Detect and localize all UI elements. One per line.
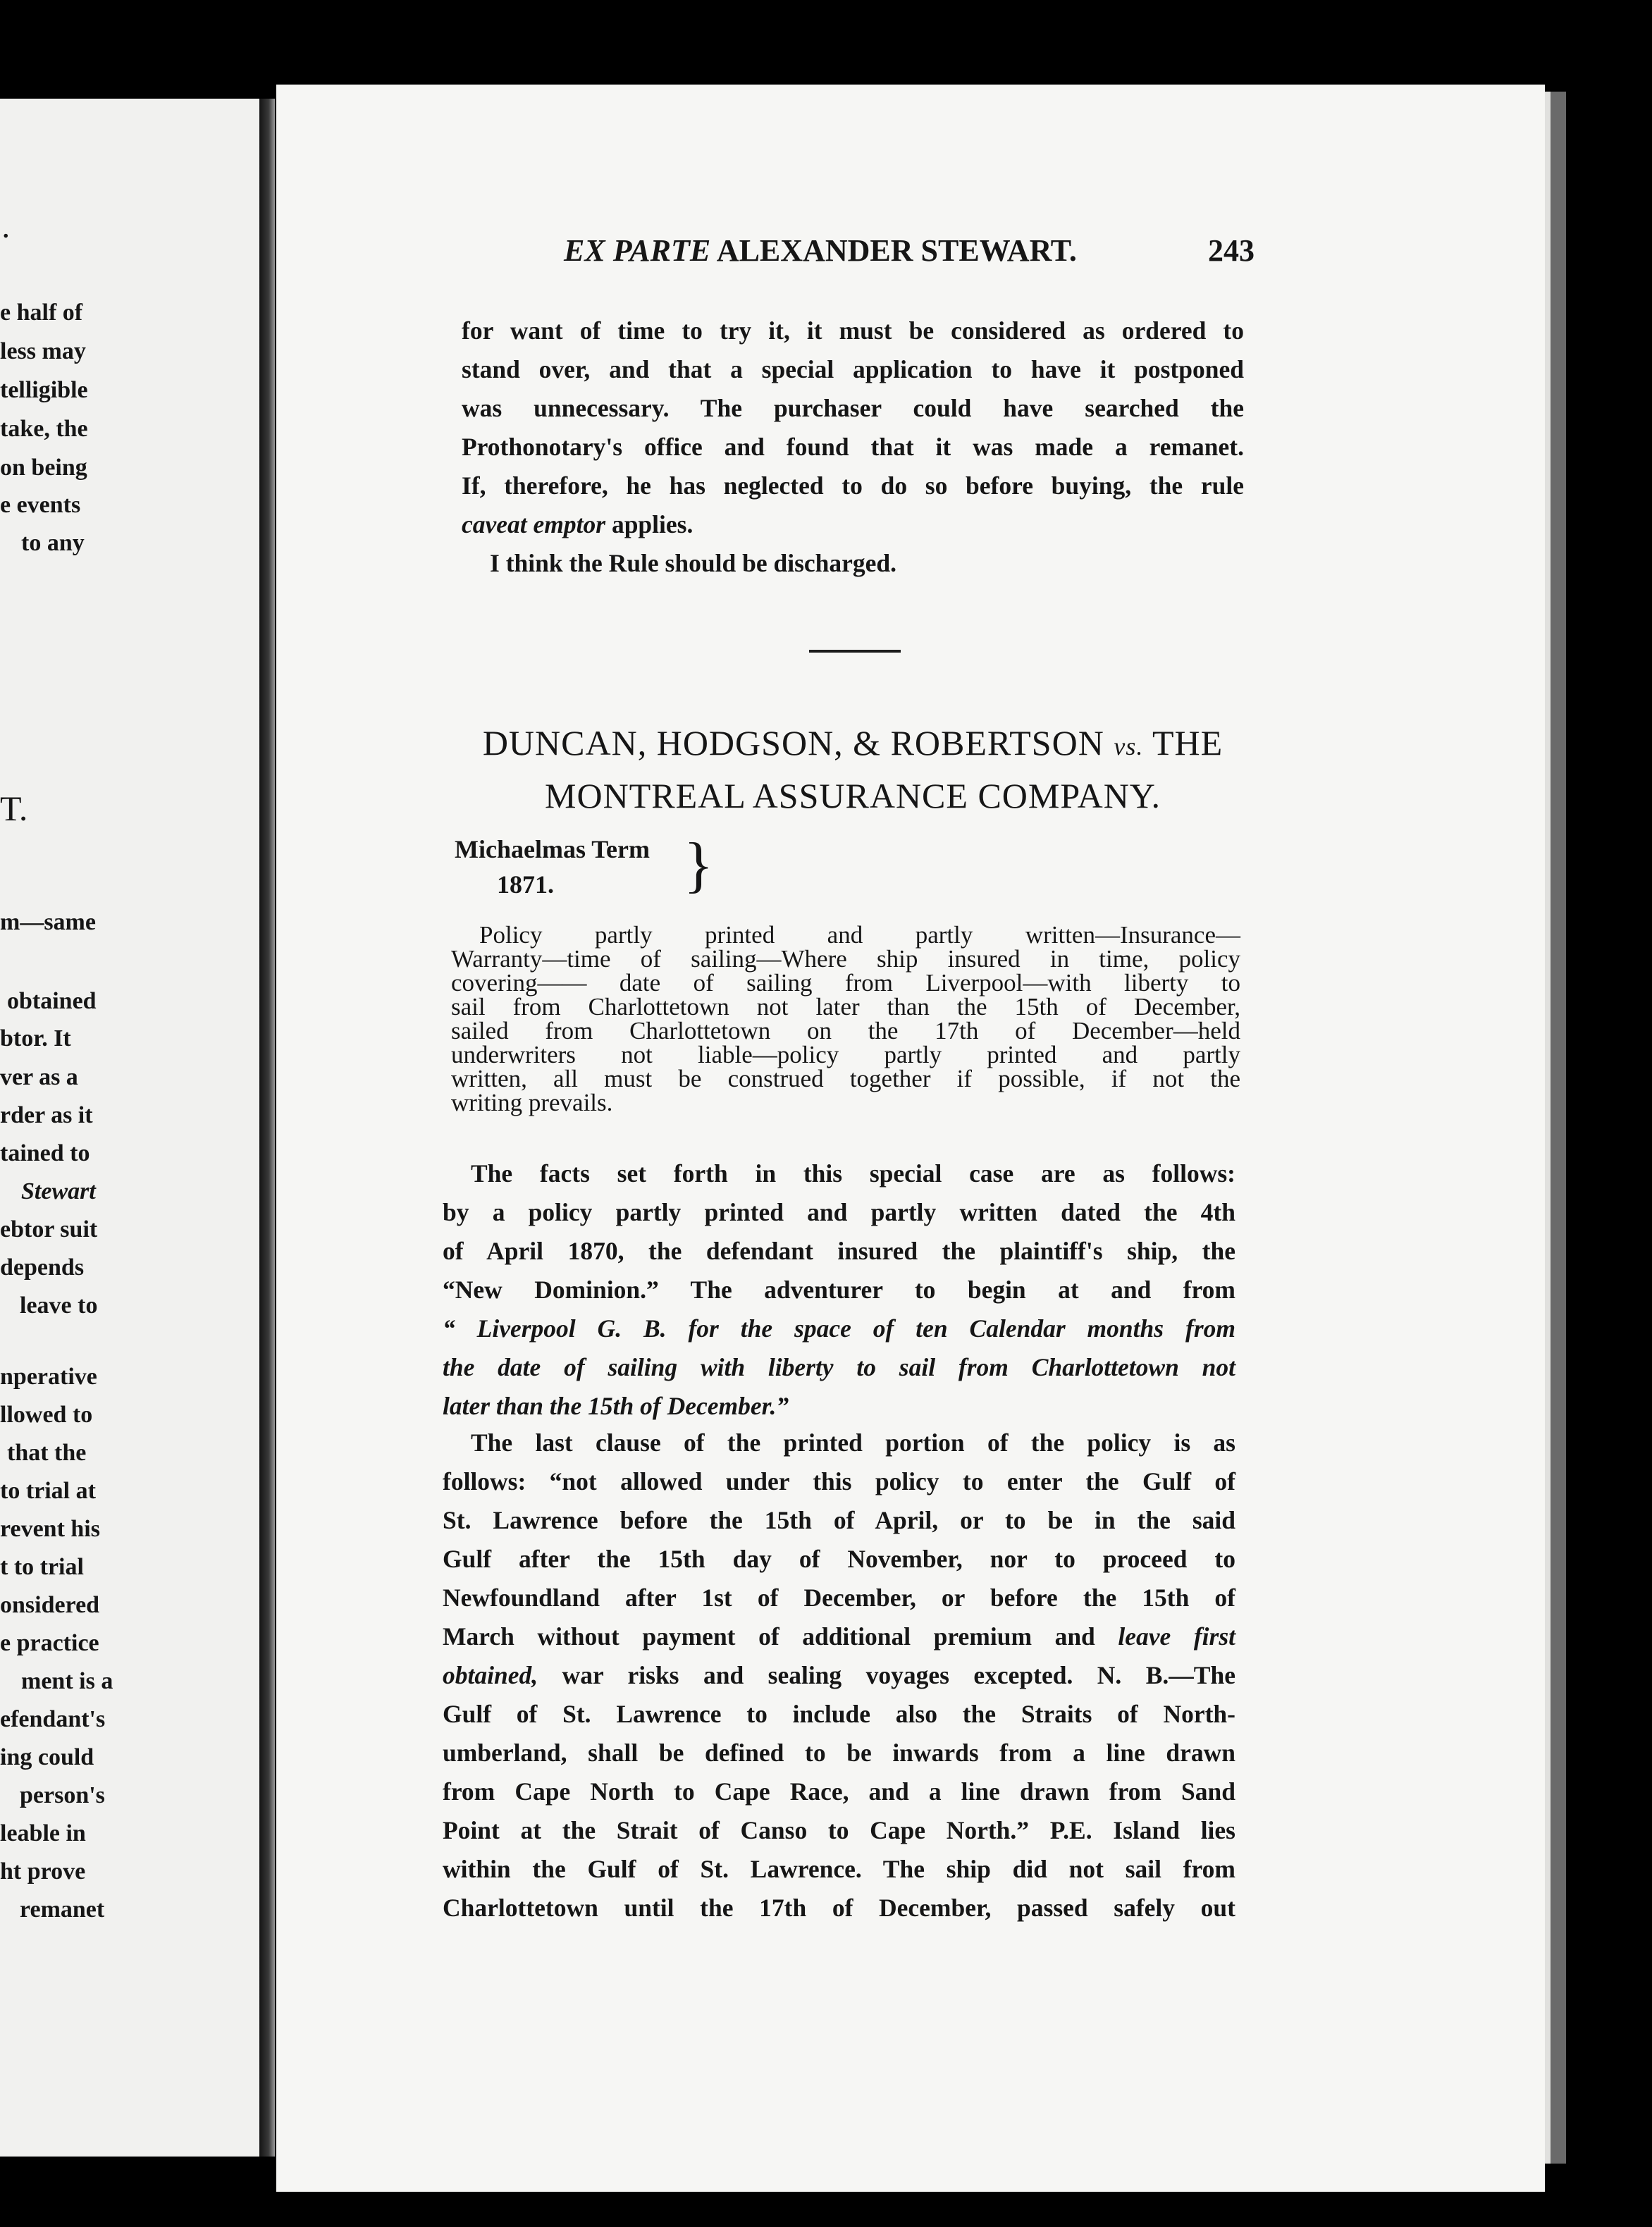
headnote-line: sailed from Charlottetown on the 17th of December—held	[451, 1017, 1240, 1044]
left-fragment: depends	[0, 1254, 85, 1281]
case-title-line2: MONTREAL ASSURANCE COMPANY.	[545, 776, 1161, 815]
left-fragment: to any	[21, 530, 85, 556]
left-fragment: obtained	[7, 988, 97, 1014]
headnote-line: sail from Charlottetown not later than the 15th of December,	[451, 993, 1240, 1020]
text-line: by a policy partly printed and partly written dated the 4th	[443, 1198, 1235, 1226]
left-fragment: onsidered	[0, 1592, 100, 1618]
left-fragment: leable in	[0, 1820, 86, 1846]
text-fragment: war risks and sealing voyages excepted. N. B.—The	[538, 1661, 1235, 1689]
text-line: Newfoundland after 1st of December, or before the 15th of	[443, 1584, 1235, 1612]
closing-line: I think the Rule should be discharged.	[490, 549, 897, 577]
left-fragment: ing could	[0, 1744, 94, 1770]
case-title-vs: vs.	[1114, 732, 1144, 760]
left-fragment: ment is a	[21, 1668, 113, 1694]
left-fragment: Stewart	[21, 1178, 96, 1204]
left-fragment: remanet	[20, 1896, 105, 1923]
text-line: stand over, and that a special application to have it postponed	[462, 355, 1244, 383]
text-line: umberland, shall be defined to be inwards from a line drawn	[443, 1739, 1235, 1767]
text-line: Gulf after the 15th day of November, nor to proceed to	[443, 1545, 1235, 1573]
text-line: Gulf of St. Lawrence to include also the Straits of North-	[443, 1700, 1235, 1728]
running-head-case-italic: EX PARTE	[564, 233, 711, 268]
case-title-line1	[451, 722, 1255, 763]
page-edge-shadow	[1551, 92, 1566, 2164]
text-fragment: applies.	[605, 510, 694, 538]
left-fragment: take, the	[0, 416, 88, 442]
text-line: Charlottetown until the 17th of December, passed safely out	[443, 1894, 1235, 1922]
text-line: within the Gulf of St. Lawrence. The ship did not sail from	[443, 1855, 1235, 1883]
quote-line: “ Liverpool G. B. for the space of ten Calendar months from	[443, 1314, 1235, 1343]
left-fragment: e practice	[0, 1630, 99, 1656]
text-line: from Cape North to Cape Race, and a line drawn from Sand	[443, 1777, 1235, 1806]
left-fragment: telligible	[0, 377, 88, 403]
left-fragment: e half of	[0, 300, 83, 326]
text-line: St. Lawrence before the 15th of April, or to be in the said	[443, 1506, 1235, 1534]
case-title-the: THE	[1152, 723, 1223, 763]
running-head-case-title: ALEXANDER STEWART.	[710, 233, 1077, 268]
left-fragment: btor. It	[0, 1025, 71, 1051]
headnote-line: underwriters not liable—policy partly printed and partly	[451, 1041, 1240, 1068]
term-block	[455, 831, 714, 902]
italic-phrase: obtained,	[443, 1661, 538, 1689]
left-fragment: less may	[0, 338, 86, 364]
left-fragment: t to trial	[0, 1554, 84, 1580]
text-line: Prothonotary's office and found that it was made a remanet.	[462, 433, 1244, 461]
left-fragment: tained to	[0, 1140, 90, 1166]
term-year: 1871.	[497, 870, 554, 899]
headnote-line: covering—— date of sailing from Liverpool—with liberty to	[451, 969, 1240, 997]
left-fragment: ebtor suit	[0, 1216, 98, 1242]
text-line: of April 1870, the defendant insured the plaintiff's ship, the	[443, 1237, 1235, 1265]
quote-line: later than the 15th of December.”	[443, 1392, 789, 1420]
left-fragment: T.	[0, 789, 28, 828]
text-fragment: March without payment of additional premium and	[443, 1622, 1118, 1651]
text-line	[443, 1656, 1235, 1695]
italic-phrase: caveat emptor	[462, 510, 606, 538]
text-line: follows: “not allowed under this policy to enter the Gulf of	[443, 1467, 1235, 1495]
left-fragment: on being	[0, 455, 87, 481]
left-fragment: that the	[7, 1440, 87, 1466]
section-divider	[809, 650, 901, 653]
left-fragment: ver as a	[0, 1064, 78, 1090]
text-line	[462, 505, 1244, 544]
text-line: The last clause of the printed portion of the policy is as	[471, 1429, 1235, 1457]
headnote-line: written, all must be construed together if possible, if not the	[451, 1065, 1240, 1092]
text-line: Point at the Strait of Canso to Cape North.” P.E. Island lies	[443, 1816, 1235, 1844]
text-line: If, therefore, he has neglected to do so before buying, the rule	[462, 471, 1244, 500]
left-facing-page	[0, 99, 259, 2157]
left-fragment: nperative	[0, 1364, 97, 1390]
term-name: Michaelmas Term	[455, 835, 650, 863]
opening-paragraph	[462, 311, 1244, 583]
text-line: The facts set forth in this special case are as follows:	[471, 1159, 1235, 1187]
left-fragment: llowed to	[0, 1402, 93, 1428]
brace-icon: }	[684, 831, 714, 899]
text-line: “New Dominion.” The adventurer to begin at and from	[443, 1276, 1235, 1304]
left-fragment: revent his	[0, 1516, 100, 1542]
text-line: was unnecessary. The purchaser could have searched the	[462, 394, 1244, 422]
headnote-line: Policy partly printed and partly written—Insurance—	[479, 921, 1240, 949]
running-head	[564, 233, 1255, 269]
case-title-parties: DUNCAN, HODGSON, & ROBERTSON	[482, 723, 1104, 763]
left-fragment: ht prove	[0, 1858, 86, 1884]
left-fragment: e events	[0, 492, 81, 518]
left-fragment: .	[3, 217, 9, 243]
left-fragment: m—same	[0, 909, 96, 935]
headnote-line: writing prevails.	[451, 1089, 613, 1116]
text-line	[443, 1617, 1235, 1656]
left-fragment: rder as it	[0, 1102, 93, 1128]
left-fragment: efendant's	[0, 1706, 106, 1732]
left-fragment: to trial at	[0, 1478, 96, 1504]
headnote-line: Warranty—time of sailing—Where ship insured in time, policy	[451, 945, 1240, 973]
facts-paragraph	[443, 1154, 1235, 1426]
left-fragment: person's	[20, 1782, 105, 1808]
page-number: 243	[1208, 233, 1255, 268]
book-gutter	[259, 99, 275, 2157]
left-fragment: leave to	[20, 1293, 98, 1319]
italic-phrase: leave first	[1118, 1622, 1235, 1651]
clause-paragraph	[443, 1424, 1235, 1927]
quote-line: the date of sailing with liberty to sail from Charlottetown not	[443, 1353, 1235, 1381]
headnote	[451, 923, 1240, 1115]
text-line: for want of time to try it, it must be considered as ordered to	[462, 316, 1244, 345]
